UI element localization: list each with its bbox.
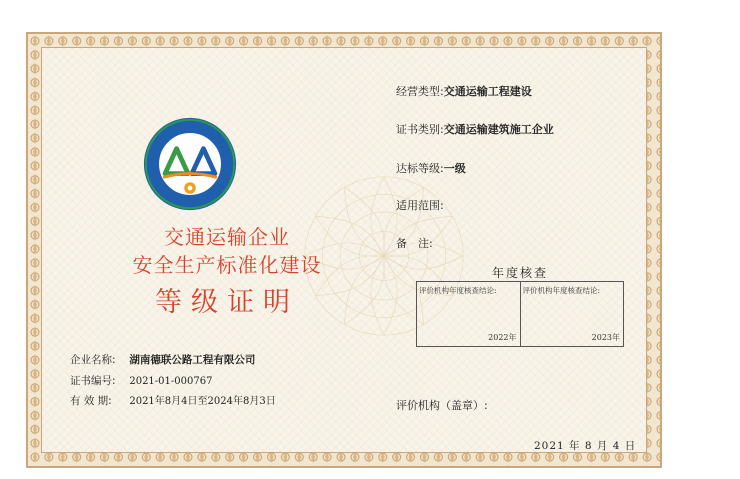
validity-label: 有 效 期: [70, 395, 112, 407]
company-name-value: 湖南德联公路工程有限公司 [129, 354, 256, 366]
annual-review-cell-2022 [417, 282, 520, 346]
issue-date: 2021 年 8 月 4 日 [534, 440, 637, 452]
remarks-row [396, 235, 433, 251]
annual-review-label: 评价机构年度核查结论: [522, 286, 601, 295]
company-name-label: 企业名称: [70, 354, 116, 366]
scope-row [396, 197, 444, 213]
grade-value: 一级 [443, 162, 466, 175]
remarks-label: 备 注: [396, 237, 433, 250]
validity-value: 2021年8月4日至2024年8月3日 [129, 396, 276, 407]
certificate [26, 32, 662, 468]
cert-number-label: 证书编号: [70, 375, 116, 387]
seal-label: 评价机构（盖章）: [396, 399, 488, 412]
business-type-label: 经营类型: [396, 85, 444, 98]
company-name-row [70, 352, 255, 367]
certification-logo [142, 116, 238, 212]
cert-category-value: 交通运输建筑施工企业 [443, 123, 554, 136]
annual-review-label: 评价机构年度核查结论: [419, 286, 497, 295]
grade-label: 达标等级: [396, 162, 444, 175]
annual-review-title: 年度核查 [491, 266, 548, 280]
annual-review-year: 2023年 [591, 333, 620, 342]
annual-review-table [416, 281, 624, 347]
cert-number-row [70, 373, 212, 388]
validity-row [70, 392, 276, 408]
annual-review-year: 2022年 [488, 333, 517, 342]
title-line-1: 交通运输企业 [164, 225, 290, 249]
cert-category-row [396, 121, 554, 137]
annual-review-cell-2023 [520, 282, 624, 346]
grade-row [396, 160, 466, 176]
scope-label: 适用范围: [396, 199, 444, 212]
business-type-row [396, 83, 532, 99]
certificate-body [41, 47, 647, 453]
certificate-title: 等级证明 [155, 287, 299, 318]
cert-category-label: 证书类别: [396, 123, 444, 136]
business-type-value: 交通运输工程建设 [443, 85, 532, 98]
title-line-2: 安全生产标准化建设 [132, 253, 322, 277]
cert-number-value: 2021-01-000767 [129, 376, 213, 387]
